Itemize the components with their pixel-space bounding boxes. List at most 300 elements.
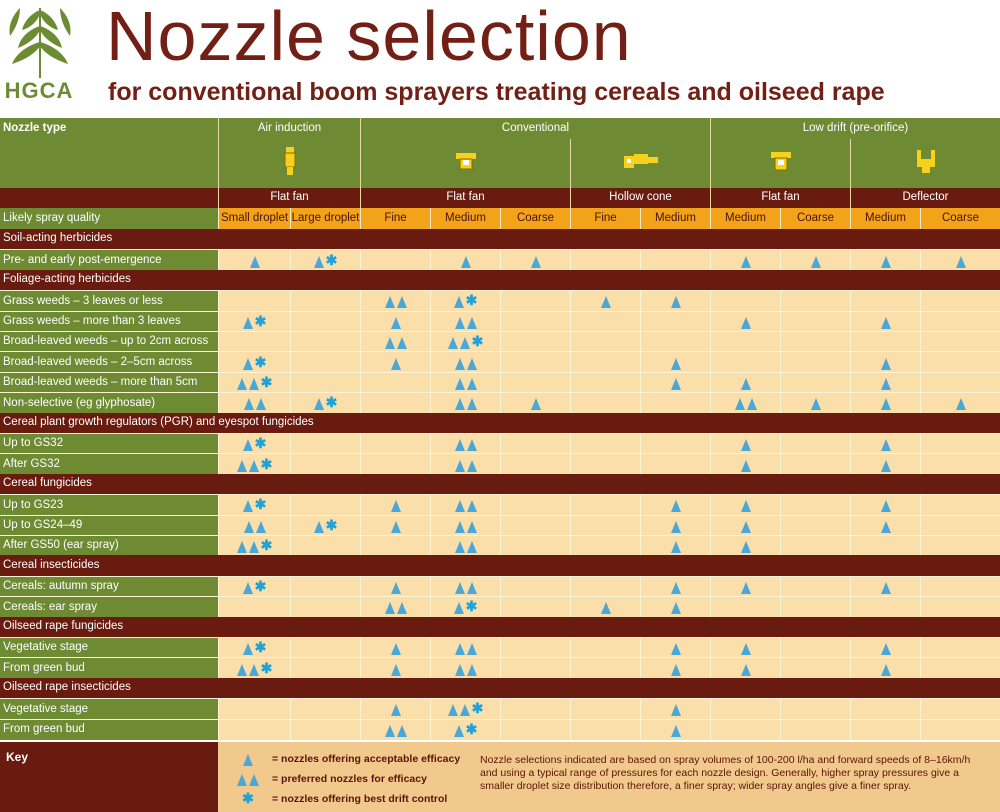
triangle-icon — [256, 521, 266, 533]
triangle-icon — [249, 378, 259, 390]
table-row — [0, 392, 1000, 413]
table-cell — [640, 536, 710, 556]
asterisk-icon: ✱ — [254, 496, 267, 513]
row-label: Cereals: autumn spray — [0, 577, 218, 597]
triangle-icon — [811, 398, 821, 410]
table-cell — [430, 352, 500, 372]
table-cell — [290, 393, 360, 413]
table-cell — [218, 699, 290, 719]
triangle-icon — [460, 704, 470, 716]
symbol-group — [741, 376, 751, 390]
symbol-group — [881, 580, 891, 594]
table-cell — [430, 495, 500, 515]
key-item — [230, 752, 460, 766]
asterisk-icon: ✱ — [325, 394, 338, 411]
symbol-group — [391, 702, 401, 716]
nozzle-image-1 — [360, 139, 570, 188]
key-panel — [0, 742, 1000, 812]
triangle-icon — [448, 337, 458, 349]
symbol-group — [671, 294, 681, 308]
table-cell — [570, 312, 640, 332]
asterisk-icon: ✱ — [465, 292, 478, 309]
section-row — [0, 617, 1000, 637]
table-cell — [570, 597, 640, 617]
table-cell — [218, 495, 290, 515]
table-cell — [290, 454, 360, 474]
triangle-icon — [467, 398, 477, 410]
triangle-icon — [237, 541, 247, 553]
triangle-icon — [391, 704, 401, 716]
key-label: Key — [6, 750, 29, 764]
table-cell — [360, 250, 430, 270]
quality-header-9: Medium — [850, 208, 920, 229]
table-cell — [500, 393, 570, 413]
table-cell — [780, 291, 850, 311]
table-cell — [360, 332, 430, 352]
table-cell — [360, 597, 430, 617]
table-cell — [640, 434, 710, 454]
symbol-group — [391, 356, 401, 370]
table-cell — [360, 720, 430, 740]
symbol-group — [455, 437, 477, 451]
table-cell — [570, 577, 640, 597]
symbol-group — [244, 519, 266, 533]
table-cell — [500, 373, 570, 393]
asterisk-icon: ✱ — [465, 720, 478, 737]
table-cell — [710, 720, 780, 740]
symbol-group — [454, 294, 478, 308]
triangle-icon — [455, 582, 465, 594]
triangle-icon — [881, 664, 891, 676]
table-cell — [780, 658, 850, 678]
symbol-group — [671, 498, 681, 512]
triangle-icon — [391, 358, 401, 370]
symbol-group — [671, 662, 681, 676]
table-row — [0, 351, 1000, 372]
symbol-group — [385, 335, 407, 349]
symbol-group — [455, 498, 477, 512]
section-row — [0, 555, 1000, 575]
symbol-group — [881, 356, 891, 370]
table-cell — [710, 658, 780, 678]
triangle-icon — [455, 439, 465, 451]
row-label: Vegetative stage — [0, 638, 218, 658]
nozzle-image-3 — [710, 139, 850, 188]
symbol-group — [455, 580, 477, 594]
triangle-icon — [249, 541, 259, 553]
table-cell — [640, 454, 710, 474]
table-cell — [500, 312, 570, 332]
table-cell — [920, 638, 1000, 658]
table-cell — [430, 597, 500, 617]
table-cell — [780, 434, 850, 454]
table-cell — [710, 597, 780, 617]
symbol-group — [455, 519, 477, 533]
asterisk-icon: ✱ — [465, 598, 478, 615]
table-cell — [850, 658, 920, 678]
table-cell — [290, 312, 360, 332]
symbol-group — [237, 373, 273, 390]
triangle-icon — [237, 378, 247, 390]
row-label: After GS32 — [0, 454, 218, 474]
table-row — [0, 535, 1000, 556]
triangle-icon — [237, 460, 247, 472]
triangle-icon — [243, 754, 253, 766]
table-cell — [710, 291, 780, 311]
triangle-icon — [467, 643, 477, 655]
table-cell — [780, 536, 850, 556]
table-cell — [218, 638, 290, 658]
asterisk-icon: ✱ — [254, 353, 267, 370]
triangle-icon — [250, 256, 260, 268]
triangle-icon — [741, 541, 751, 553]
table-cell — [290, 658, 360, 678]
table-cell — [780, 393, 850, 413]
group-header-1: Conventional — [360, 118, 710, 139]
triangle-icon — [531, 398, 541, 410]
triangle-icon — [448, 704, 458, 716]
triangle-icon — [741, 521, 751, 533]
table-cell — [850, 332, 920, 352]
triangle-icon — [956, 398, 966, 410]
section-heading: Cereal fungicides — [0, 474, 1000, 494]
table-cell — [570, 250, 640, 270]
symbol-group — [671, 356, 681, 370]
table-cell — [570, 720, 640, 740]
symbol-group — [230, 772, 266, 786]
table-row — [0, 719, 1000, 740]
triangle-icon — [881, 317, 891, 329]
table-cell — [360, 393, 430, 413]
symbol-group — [454, 600, 478, 614]
triangle-icon — [249, 460, 259, 472]
symbol-group — [811, 396, 821, 410]
row-label: Up to GS32 — [0, 434, 218, 454]
table-cell — [430, 312, 500, 332]
pattern-header-0: Flat fan — [218, 188, 360, 208]
triangle-icon — [467, 541, 477, 553]
table-cell — [710, 638, 780, 658]
table-cell — [290, 720, 360, 740]
symbol-group — [601, 294, 611, 308]
triangle-icon — [467, 358, 477, 370]
table-cell — [500, 352, 570, 372]
quality-header-1: Large droplet — [290, 208, 360, 229]
symbol-group — [881, 641, 891, 655]
triangle-icon — [747, 398, 757, 410]
symbol-group — [243, 353, 267, 370]
table-cell — [500, 495, 570, 515]
triangle-icon — [671, 704, 681, 716]
symbol-group — [230, 792, 266, 806]
symbol-group — [237, 659, 273, 676]
section-heading: Oilseed rape fungicides — [0, 617, 1000, 637]
group-header-0: Air induction — [218, 118, 360, 139]
nozzle-diagram-icon — [283, 147, 297, 181]
asterisk-icon: ✱ — [325, 251, 338, 268]
triangle-icon — [385, 337, 395, 349]
symbol-group — [881, 662, 891, 676]
row-label: From green bud — [0, 720, 218, 740]
table-cell — [710, 536, 780, 556]
table-cell — [920, 699, 1000, 719]
table-cell — [920, 434, 1000, 454]
triangle-icon — [811, 256, 821, 268]
symbol-group — [461, 254, 471, 268]
triangle-icon — [397, 337, 407, 349]
table-cell — [500, 291, 570, 311]
triangle-icon — [391, 643, 401, 655]
table-cell — [850, 434, 920, 454]
triangle-icon — [881, 521, 891, 533]
triangle-icon — [671, 643, 681, 655]
table-cell — [360, 516, 430, 536]
symbol-group — [881, 396, 891, 410]
symbol-group — [671, 519, 681, 533]
symbol-group — [455, 396, 477, 410]
table-cell — [218, 516, 290, 536]
row-label: Non-selective (eg glyphosate) — [0, 393, 218, 413]
table-cell — [570, 658, 640, 678]
page-header — [0, 0, 1000, 118]
symbol-group — [391, 641, 401, 655]
row-label: Grass weeds – more than 3 leaves — [0, 312, 218, 332]
asterisk-icon: ✱ — [471, 700, 484, 717]
pattern-header-3: Flat fan — [710, 188, 850, 208]
triangle-icon — [385, 602, 395, 614]
table-cell — [290, 434, 360, 454]
triangle-icon — [671, 378, 681, 390]
table-cell — [430, 332, 500, 352]
nozzle-diagram-icon — [770, 151, 792, 177]
row-label: Broad-leaved weeds – more than 5cm — [0, 373, 218, 393]
triangle-icon — [455, 643, 465, 655]
table-cell — [920, 393, 1000, 413]
table-cell — [500, 699, 570, 719]
asterisk-icon: ✱ — [254, 312, 267, 329]
triangle-icon — [467, 500, 477, 512]
table-cell — [500, 434, 570, 454]
triangle-icon — [467, 664, 477, 676]
table-cell — [920, 454, 1000, 474]
triangle-icon — [741, 664, 751, 676]
symbol-group — [243, 437, 267, 451]
triangle-icon — [455, 378, 465, 390]
triangle-icon — [256, 398, 266, 410]
symbol-group — [455, 641, 477, 655]
table-cell — [290, 536, 360, 556]
asterisk-icon: ✱ — [471, 333, 484, 350]
symbol-group — [314, 251, 338, 268]
symbol-group — [391, 498, 401, 512]
row-label: Up to GS24–49 — [0, 516, 218, 536]
table-cell — [290, 291, 360, 311]
asterisk-icon: ✱ — [254, 639, 267, 656]
symbol-group — [391, 580, 401, 594]
table-cell — [920, 577, 1000, 597]
symbol-group — [741, 519, 751, 533]
triangle-icon — [243, 317, 253, 329]
triangle-icon — [881, 643, 891, 655]
triangle-icon — [735, 398, 745, 410]
triangle-icon — [455, 500, 465, 512]
table-cell — [640, 352, 710, 372]
symbol-group — [243, 312, 267, 329]
table-cell — [780, 516, 850, 536]
symbol-group — [881, 437, 891, 451]
triangle-icon — [671, 296, 681, 308]
triangle-icon — [741, 582, 751, 594]
triangle-icon — [741, 643, 751, 655]
table-cell — [640, 577, 710, 597]
symbol-group — [741, 539, 751, 553]
table-cell — [218, 393, 290, 413]
key-item — [230, 772, 427, 786]
table-cell — [920, 352, 1000, 372]
table-cell — [290, 352, 360, 372]
triangle-icon — [881, 582, 891, 594]
table-cell — [640, 638, 710, 658]
triangle-icon — [244, 398, 254, 410]
table-cell — [850, 638, 920, 658]
triangle-icon — [237, 774, 247, 786]
symbol-group — [531, 396, 541, 410]
table-cell — [500, 720, 570, 740]
symbol-group — [881, 519, 891, 533]
quality-header-6: Medium — [640, 208, 710, 229]
table-cell — [500, 597, 570, 617]
triangle-icon — [881, 358, 891, 370]
symbol-group — [237, 455, 273, 472]
table-cell — [710, 516, 780, 536]
table-cell — [710, 352, 780, 372]
symbol-group — [243, 641, 267, 655]
triangle-icon — [531, 256, 541, 268]
table-cell — [430, 434, 500, 454]
section-heading: Oilseed rape insecticides — [0, 678, 1000, 698]
table-cell — [360, 291, 430, 311]
triangle-icon — [455, 460, 465, 472]
triangle-icon — [243, 439, 253, 451]
table-cell — [850, 352, 920, 372]
symbol-group — [956, 396, 966, 410]
symbol-group — [741, 437, 751, 451]
table-cell — [920, 291, 1000, 311]
table-cell — [430, 393, 500, 413]
row-label: Broad-leaved weeds – up to 2cm across — [0, 332, 218, 352]
table-cell — [850, 536, 920, 556]
quality-header-10: Coarse — [920, 208, 1000, 229]
table-cell — [640, 516, 710, 536]
asterisk-icon: ✱ — [325, 516, 338, 533]
table-cell — [640, 720, 710, 740]
table-cell — [920, 516, 1000, 536]
group-header-2: Low drift (pre-orifice) — [710, 118, 1000, 139]
table-cell — [780, 454, 850, 474]
wheat-logo-icon — [0, 0, 78, 80]
symbol-group — [250, 254, 260, 268]
table-cell — [430, 577, 500, 597]
nozzle-image-2 — [570, 139, 710, 188]
table-row — [0, 372, 1000, 393]
triangle-icon — [314, 521, 324, 533]
image-label-spacer — [0, 139, 218, 188]
row-label: Cereals: ear spray — [0, 597, 218, 617]
key-item-text: = nozzles offering best drift control — [272, 793, 448, 805]
table-cell — [920, 720, 1000, 740]
table-row — [0, 453, 1000, 474]
table-row — [0, 311, 1000, 332]
table-cell — [850, 454, 920, 474]
table-cell — [570, 373, 640, 393]
table-cell — [640, 373, 710, 393]
quality-header-3: Medium — [430, 208, 500, 229]
table-cell — [640, 597, 710, 617]
table-row — [0, 698, 1000, 719]
quality-header-7: Medium — [710, 208, 780, 229]
symbol-group — [735, 396, 757, 410]
section-row — [0, 270, 1000, 290]
table-cell — [920, 312, 1000, 332]
table-cell — [218, 536, 290, 556]
symbol-group — [230, 752, 266, 766]
section-heading: Cereal insecticides — [0, 555, 1000, 575]
symbol-group — [314, 396, 338, 410]
row-label: From green bud — [0, 658, 218, 678]
table-cell — [218, 434, 290, 454]
triangle-icon — [385, 296, 395, 308]
symbol-group — [531, 254, 541, 268]
triangle-icon — [881, 256, 891, 268]
key-label-box — [0, 742, 218, 812]
table-cell — [500, 577, 570, 597]
triangle-icon — [671, 725, 681, 737]
triangle-icon — [741, 460, 751, 472]
table-cell — [290, 516, 360, 536]
table-cell — [780, 597, 850, 617]
triangle-icon — [671, 521, 681, 533]
symbol-group — [455, 458, 477, 472]
triangle-icon — [391, 521, 401, 533]
triangle-icon — [741, 256, 751, 268]
table-cell — [710, 699, 780, 719]
nozzle-diagram-icon — [624, 153, 658, 175]
table-row — [0, 331, 1000, 352]
header-row-patterns — [0, 188, 1000, 208]
table-cell — [570, 291, 640, 311]
triangle-icon — [455, 664, 465, 676]
table-row — [0, 433, 1000, 454]
table-cell — [218, 332, 290, 352]
asterisk-icon: ✱ — [260, 537, 273, 554]
triangle-icon — [314, 256, 324, 268]
triangle-icon — [391, 664, 401, 676]
symbol-group — [385, 294, 407, 308]
triangle-icon — [385, 725, 395, 737]
table-cell — [710, 454, 780, 474]
table-cell — [850, 373, 920, 393]
asterisk-icon: ✱ — [260, 455, 273, 472]
triangle-icon — [397, 296, 407, 308]
table-cell — [850, 250, 920, 270]
triangle-icon — [671, 500, 681, 512]
table-cell — [640, 393, 710, 413]
triangle-icon — [741, 378, 751, 390]
table-cell — [850, 312, 920, 332]
table-cell — [710, 250, 780, 270]
triangle-icon — [671, 602, 681, 614]
nozzle-diagram-icon — [455, 152, 477, 176]
